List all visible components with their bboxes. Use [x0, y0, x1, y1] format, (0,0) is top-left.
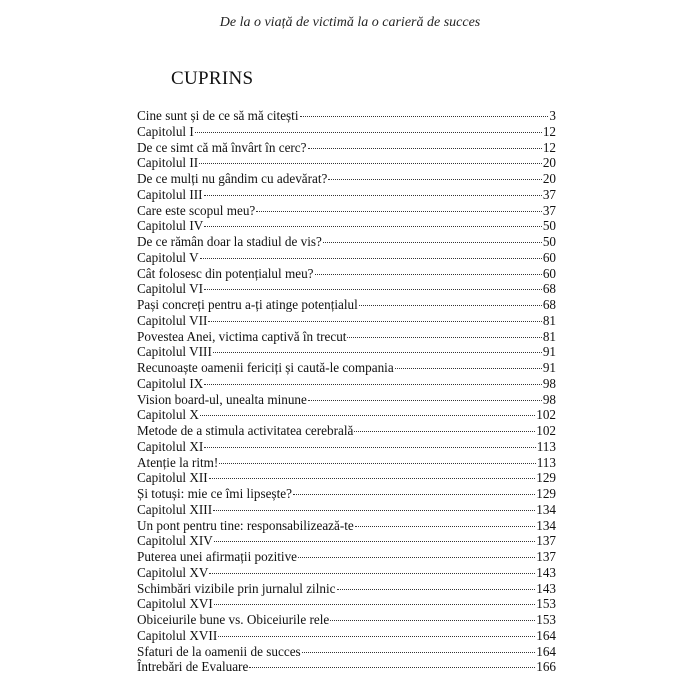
toc-entry-page-number: 129 — [536, 470, 556, 486]
toc-entry-label: Povestea Anei, victima captivă în trecut — [137, 328, 347, 344]
toc-entry-label: Capitolul XI — [137, 438, 204, 454]
toc-entry-page-number: 102 — [536, 423, 556, 438]
toc-entry-page-number: 98 — [542, 391, 556, 407]
toc-entry — [137, 329, 556, 345]
toc-entry-page-number: 81 — [542, 328, 556, 344]
toc-entry-label: Metode de a stimula activitatea cerebrală — [137, 423, 354, 438]
toc-dot-leader — [293, 494, 535, 495]
toc-dot-leader — [354, 431, 535, 432]
toc-entry-page-number: 68 — [542, 281, 556, 297]
toc-dot-leader — [214, 604, 535, 605]
toc-dot-leader — [204, 447, 535, 448]
toc-entry-label: Capitolul IV — [137, 218, 204, 234]
toc-dot-leader — [219, 463, 535, 464]
toc-entry-label: Capitolul VIII — [137, 344, 212, 360]
toc-dot-leader — [256, 211, 542, 212]
toc-entry-page-number: 68 — [542, 297, 556, 312]
toc-dot-leader — [323, 242, 542, 243]
toc-entry-label: Capitolul I — [137, 123, 194, 139]
toc-entry-label: Care este scopul meu? — [137, 202, 256, 218]
toc-entry — [137, 439, 556, 455]
toc-dot-leader — [195, 132, 542, 133]
toc-entry-label: De ce mulți nu gândim cu adevărat? — [137, 171, 328, 186]
toc-entry-label: Capitolul II — [137, 155, 199, 171]
toc-dot-leader — [308, 148, 542, 149]
toc-entry — [137, 171, 556, 187]
toc-entry — [137, 502, 556, 518]
toc-entry — [137, 203, 556, 219]
toc-entry-label: Pași concreți pentru a-ți atinge potențialul — [137, 297, 358, 312]
toc-entry — [137, 565, 556, 581]
toc-entry — [137, 423, 556, 439]
toc-entry-page-number: 129 — [536, 486, 556, 501]
toc-entry-page-number: 153 — [536, 596, 556, 612]
toc-entry-label: Capitolul IX — [137, 375, 204, 391]
toc-entry — [137, 486, 556, 502]
toc-entry-page-number: 137 — [536, 549, 556, 564]
toc-entry-label: Capitolul V — [137, 249, 199, 265]
toc-entry — [137, 250, 556, 266]
toc-entry-page-number: 91 — [542, 360, 556, 375]
toc-entry — [137, 596, 556, 612]
toc-entry-page-number: 37 — [542, 186, 556, 202]
toc-dot-leader — [302, 652, 536, 653]
toc-entry-page-number: 164 — [536, 643, 556, 659]
toc-entry — [137, 218, 556, 234]
toc-entry-page-number: 166 — [536, 659, 556, 675]
toc-entry-label: Cât folosesc din potențialul meu? — [137, 265, 314, 281]
table-of-contents — [137, 108, 556, 675]
toc-dot-leader — [204, 226, 542, 227]
toc-entry — [137, 187, 556, 203]
toc-entry-label: Cine sunt și de ce să mă citești — [137, 108, 299, 123]
toc-dot-leader — [347, 337, 541, 338]
toc-dot-leader — [204, 384, 542, 385]
toc-entry — [137, 234, 556, 250]
toc-dot-leader — [395, 368, 542, 369]
toc-entry — [137, 376, 556, 392]
toc-entry-label: Atenție la ritm! — [137, 454, 219, 470]
toc-entry-page-number: 134 — [536, 501, 556, 517]
toc-entry-page-number: 143 — [536, 580, 556, 596]
toc-dot-leader — [249, 667, 535, 668]
toc-dot-leader — [213, 352, 542, 353]
toc-dot-leader — [298, 557, 535, 558]
toc-dot-leader — [308, 400, 542, 401]
toc-entry-page-number: 91 — [542, 344, 556, 360]
toc-dot-leader — [204, 195, 542, 196]
toc-dot-leader — [330, 620, 535, 621]
toc-entry-label: Sfaturi de la oamenii de succes — [137, 643, 301, 659]
toc-entry — [137, 266, 556, 282]
toc-entry — [137, 628, 556, 644]
toc-entry-page-number: 134 — [536, 517, 556, 533]
toc-entry — [137, 407, 556, 423]
toc-dot-leader — [355, 526, 535, 527]
toc-entry-label: Capitolul VI — [137, 281, 204, 297]
toc-entry-page-number: 37 — [542, 202, 556, 218]
toc-entry-page-number: 164 — [536, 627, 556, 643]
toc-entry-page-number: 12 — [542, 139, 556, 155]
toc-dot-leader — [209, 573, 535, 574]
toc-entry-page-number: 137 — [536, 533, 556, 549]
toc-entry — [137, 392, 556, 408]
toc-entry-label: Recunoaște oamenii fericiți și caută-le compania — [137, 360, 394, 375]
toc-entry-page-number: 102 — [536, 407, 556, 423]
toc-dot-leader — [359, 305, 542, 306]
toc-dot-leader — [199, 163, 542, 164]
toc-entry — [137, 644, 556, 660]
toc-entry-label: Capitolul VII — [137, 312, 208, 328]
toc-entry-label: De ce simt că mă învârt în cerc? — [137, 139, 307, 155]
toc-entry — [137, 612, 556, 628]
toc-entry — [137, 533, 556, 549]
toc-entry — [137, 344, 556, 360]
toc-entry — [137, 140, 556, 156]
toc-entry-label: Capitolul X — [137, 407, 199, 423]
toc-dot-leader — [300, 116, 549, 117]
toc-entry — [137, 581, 556, 597]
toc-title: CUPRINS — [171, 68, 254, 89]
toc-entry — [137, 124, 556, 140]
toc-dot-leader — [218, 636, 535, 637]
toc-entry-page-number: 113 — [536, 438, 556, 454]
toc-entry — [137, 659, 556, 675]
toc-entry-page-number: 50 — [542, 218, 556, 234]
toc-entry-label: Capitolul XVI — [137, 596, 213, 612]
toc-entry-page-number: 20 — [542, 155, 556, 171]
toc-entry-page-number: 3 — [549, 108, 556, 123]
toc-entry-page-number: 50 — [542, 234, 556, 249]
toc-entry — [137, 313, 556, 329]
toc-entry-page-number: 153 — [536, 612, 556, 627]
toc-entry — [137, 281, 556, 297]
toc-entry-label: Obiceiurile bune vs. Obiceiurile rele — [137, 612, 330, 627]
toc-entry-page-number: 81 — [542, 312, 556, 328]
toc-entry-label: Și totuși: mie ce îmi lipsește? — [137, 486, 292, 501]
toc-entry-label: Capitolul III — [137, 186, 203, 202]
toc-dot-leader — [209, 478, 536, 479]
toc-dot-leader — [213, 510, 535, 511]
toc-entry-page-number: 20 — [542, 171, 556, 186]
toc-dot-leader — [204, 289, 542, 290]
toc-entry-label: Vision board-ul, unealta minune — [137, 391, 307, 407]
toc-dot-leader — [208, 321, 541, 322]
toc-entry-label: Capitolul XIII — [137, 501, 213, 517]
toc-entry — [137, 470, 556, 486]
toc-entry-page-number: 113 — [536, 454, 556, 470]
toc-entry-label: Capitolul XII — [137, 470, 208, 486]
toc-entry-page-number: 98 — [542, 375, 556, 391]
toc-entry — [137, 108, 556, 124]
toc-entry — [137, 518, 556, 534]
toc-entry-label: Capitolul XVII — [137, 627, 218, 643]
toc-entry — [137, 360, 556, 376]
toc-dot-leader — [337, 589, 536, 590]
toc-entry-page-number: 12 — [542, 123, 556, 139]
toc-entry — [137, 297, 556, 313]
toc-entry-label: De ce rămân doar la stadiul de vis? — [137, 234, 322, 249]
toc-entry-label: Schimbări vizibile prin jurnalul zilnic — [137, 580, 336, 596]
toc-entry-page-number: 60 — [542, 249, 556, 265]
running-head: De la o viață de victimă la o carieră de succes — [219, 15, 481, 30]
toc-entry-page-number: 143 — [536, 564, 556, 580]
toc-entry-label: Un pont pentru tine: responsabilizează-te — [137, 517, 354, 533]
toc-dot-leader — [200, 258, 542, 259]
toc-entry — [137, 455, 556, 471]
toc-entry-label: Capitolul XIV — [137, 533, 213, 549]
toc-entry-page-number: 60 — [542, 265, 556, 281]
toc-entry-label: Întrebări de Evaluare — [137, 659, 249, 675]
toc-entry — [137, 155, 556, 171]
toc-dot-leader — [200, 415, 535, 416]
toc-entry-label: Capitolul XV — [137, 564, 209, 580]
toc-entry-label: Puterea unei afirmații pozitive — [137, 549, 298, 564]
toc-dot-leader — [315, 274, 542, 275]
toc-entry — [137, 549, 556, 565]
toc-dot-leader — [328, 179, 541, 180]
toc-dot-leader — [214, 541, 535, 542]
